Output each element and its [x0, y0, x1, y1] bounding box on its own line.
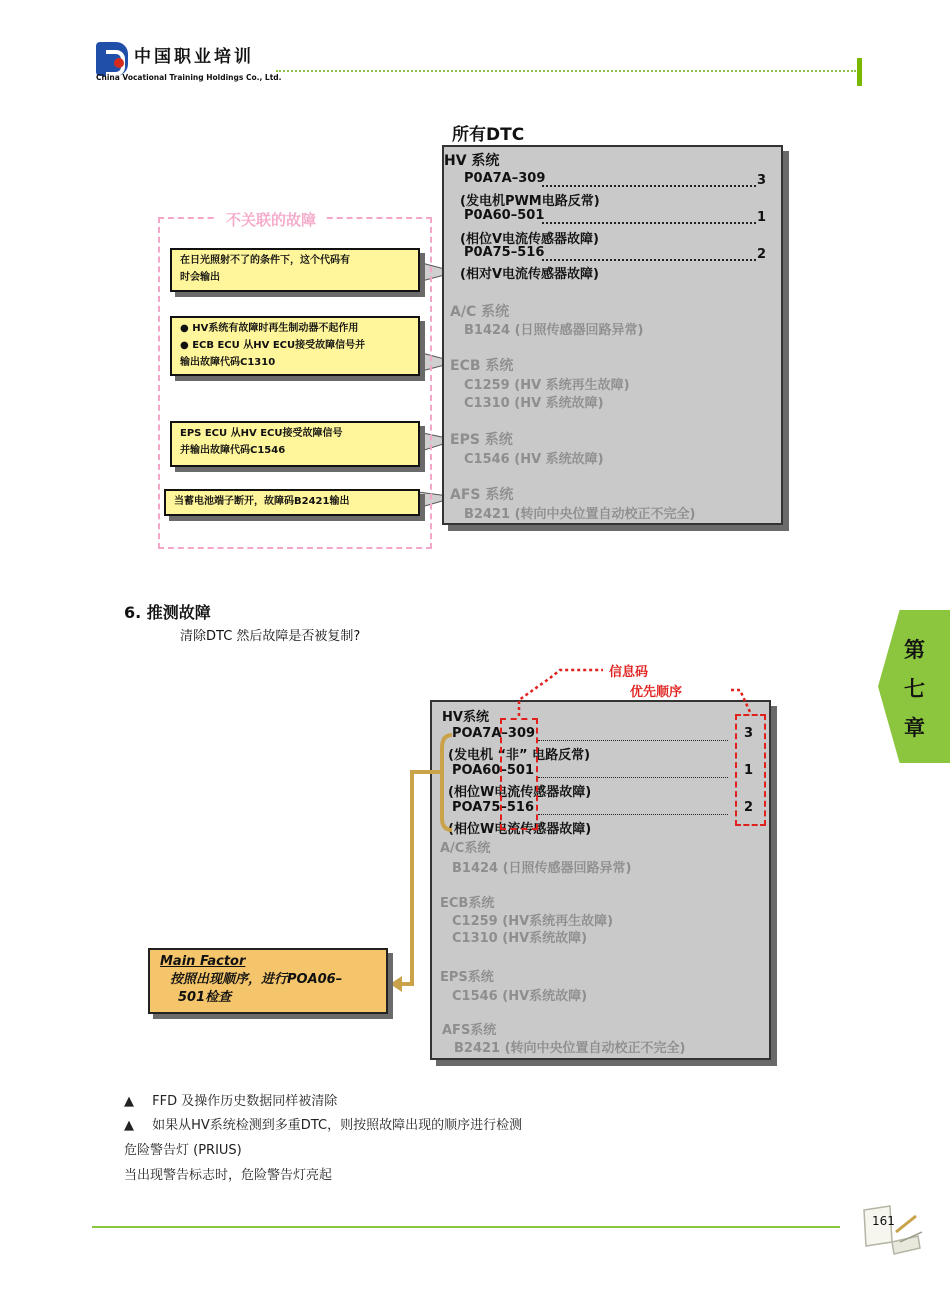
dtc-code: POA7A–309: [452, 726, 536, 741]
note-line: EPS ECU 从HV ECU接受故障信号: [180, 428, 343, 439]
factor-line: 501检查: [178, 990, 232, 1005]
factor-line: 按照出现顺序，进行POA06–: [170, 972, 343, 987]
info-code-label: 信息码: [609, 665, 649, 680]
ac-dtc: B1424 (日照传感器回路异常): [464, 323, 644, 338]
dtc-code: POA60–501: [452, 763, 535, 778]
priority-pointer: [731, 690, 750, 712]
note-line: 时会输出: [180, 272, 220, 283]
ecb-system-title: ECB 系统: [450, 358, 514, 374]
info-code-pointer: [519, 670, 603, 716]
note-line: 输出故障代码C1310: [180, 357, 276, 368]
page-number: 161: [872, 1214, 895, 1228]
triangle-bullet-icon: ▲: [124, 1118, 134, 1133]
dtc-description: (发电机 “非” 电路反常): [448, 748, 591, 763]
chapter-char: 七: [904, 677, 925, 701]
hv-bracket: [442, 735, 452, 830]
dtc-order-number: 1: [757, 210, 767, 225]
chapter-char: 第: [904, 638, 925, 662]
unrelated-faults-label: 不关联的故障: [216, 209, 326, 230]
ac-system-title: A/C系统: [440, 841, 491, 856]
book-icon: [860, 1202, 926, 1258]
ecb-system-title: ECB系统: [440, 896, 495, 911]
afs-dtc: B2421 (转向中央位置自动校正不完全): [464, 507, 696, 522]
bullet-item: [124, 1090, 337, 1109]
ecb-dtc: C1310 (HV 系统故障): [464, 396, 604, 411]
dtc-code: P0A7A–309: [464, 171, 546, 186]
ecb-dtc: C1259 (HV系统再生故障): [452, 914, 614, 929]
dtc-code: P0A75–516: [464, 245, 545, 260]
chapter-char: 章: [904, 716, 925, 740]
dtc-order-number: 3: [744, 726, 754, 741]
factor-link: [398, 772, 440, 984]
note-line: 在日光照射不了的条件下，这个代码有: [180, 255, 350, 266]
warning-light-text: 当出现警告标志时，危险警告灯亮起: [124, 1168, 333, 1183]
eps-system-title: EPS 系统: [450, 432, 513, 448]
dtc-description: (相对V电流传感器故障): [460, 267, 599, 282]
section-title: 6. 推测故障: [124, 603, 211, 622]
all-dtc-title: 所有DTC: [452, 125, 525, 145]
ecb-dtc: C1310 (HV系统故障): [452, 931, 588, 946]
main-factor-box: [148, 948, 388, 1014]
note-line: 当蓄电池端子断开，故障码B2421输出: [174, 496, 350, 507]
dtc-description: (相位V电流传感器故障): [460, 232, 599, 247]
note-line: ● HV系统有故障时再生制动器不起作用: [180, 323, 359, 334]
factor-title: Main Factor: [160, 954, 246, 969]
footer-rule: [92, 1226, 840, 1228]
eps-dtc: C1546 (HV系统故障): [452, 989, 588, 1004]
note-line: ● ECB ECU 从HV ECU接受故障信号并: [180, 340, 366, 351]
afs-dtc: B2421 (转向中央位置自动校正不完全): [454, 1041, 686, 1056]
afs-system-title: AFS系统: [442, 1023, 497, 1038]
hv-system-title: HV 系统: [444, 153, 500, 169]
priority-label: 优先顺序: [630, 685, 683, 700]
dtc-order-number: 3: [757, 173, 767, 188]
dtc-description: (相位W电流传感器故障): [448, 785, 592, 800]
dtc-order-number: 2: [757, 247, 767, 262]
eps-system-title: EPS系统: [440, 970, 494, 985]
section-subtitle: 清除DTC 然后故障是否被复制?: [180, 629, 361, 644]
eps-dtc: C1546 (HV 系统故障): [464, 452, 604, 467]
ac-system-title: A/C 系统: [450, 304, 510, 320]
bullet-item: [124, 1114, 522, 1133]
factor-arrow-icon: [390, 976, 402, 992]
dtc-description: (相位W电流传感器故障): [448, 822, 592, 837]
dtc-order-number: 2: [744, 800, 754, 815]
ecb-dtc: C1259 (HV 系统再生故障): [464, 378, 630, 393]
bullet-text: FFD 及操作历史数据同样被清除: [152, 1094, 338, 1109]
bullet-text: 如果从HV系统检测到多重DTC，则按照故障出现的顺序进行检测: [152, 1118, 523, 1133]
hv-system-title: HV系统: [442, 710, 489, 725]
ac-dtc: B1424 (日照传感器回路异常): [452, 861, 632, 876]
dtc-order-number: 1: [744, 763, 754, 778]
warning-light-heading: 危险警告灯 (PRIUS): [124, 1143, 242, 1158]
dtc-code: POA75–516: [452, 800, 535, 815]
dtc-description: (发电机PWM电路反常): [460, 194, 600, 209]
logo-english-name: China Vocational Training Holdings Co., Ltd.: [96, 73, 282, 82]
triangle-bullet-icon: ▲: [124, 1094, 134, 1109]
afs-system-title: AFS 系统: [450, 487, 514, 503]
dtc-code: P0A60–501: [464, 208, 545, 223]
logo-chinese-name: 中国职业培训: [134, 47, 254, 67]
note-line: 并输出故障代码C1546: [180, 445, 286, 456]
